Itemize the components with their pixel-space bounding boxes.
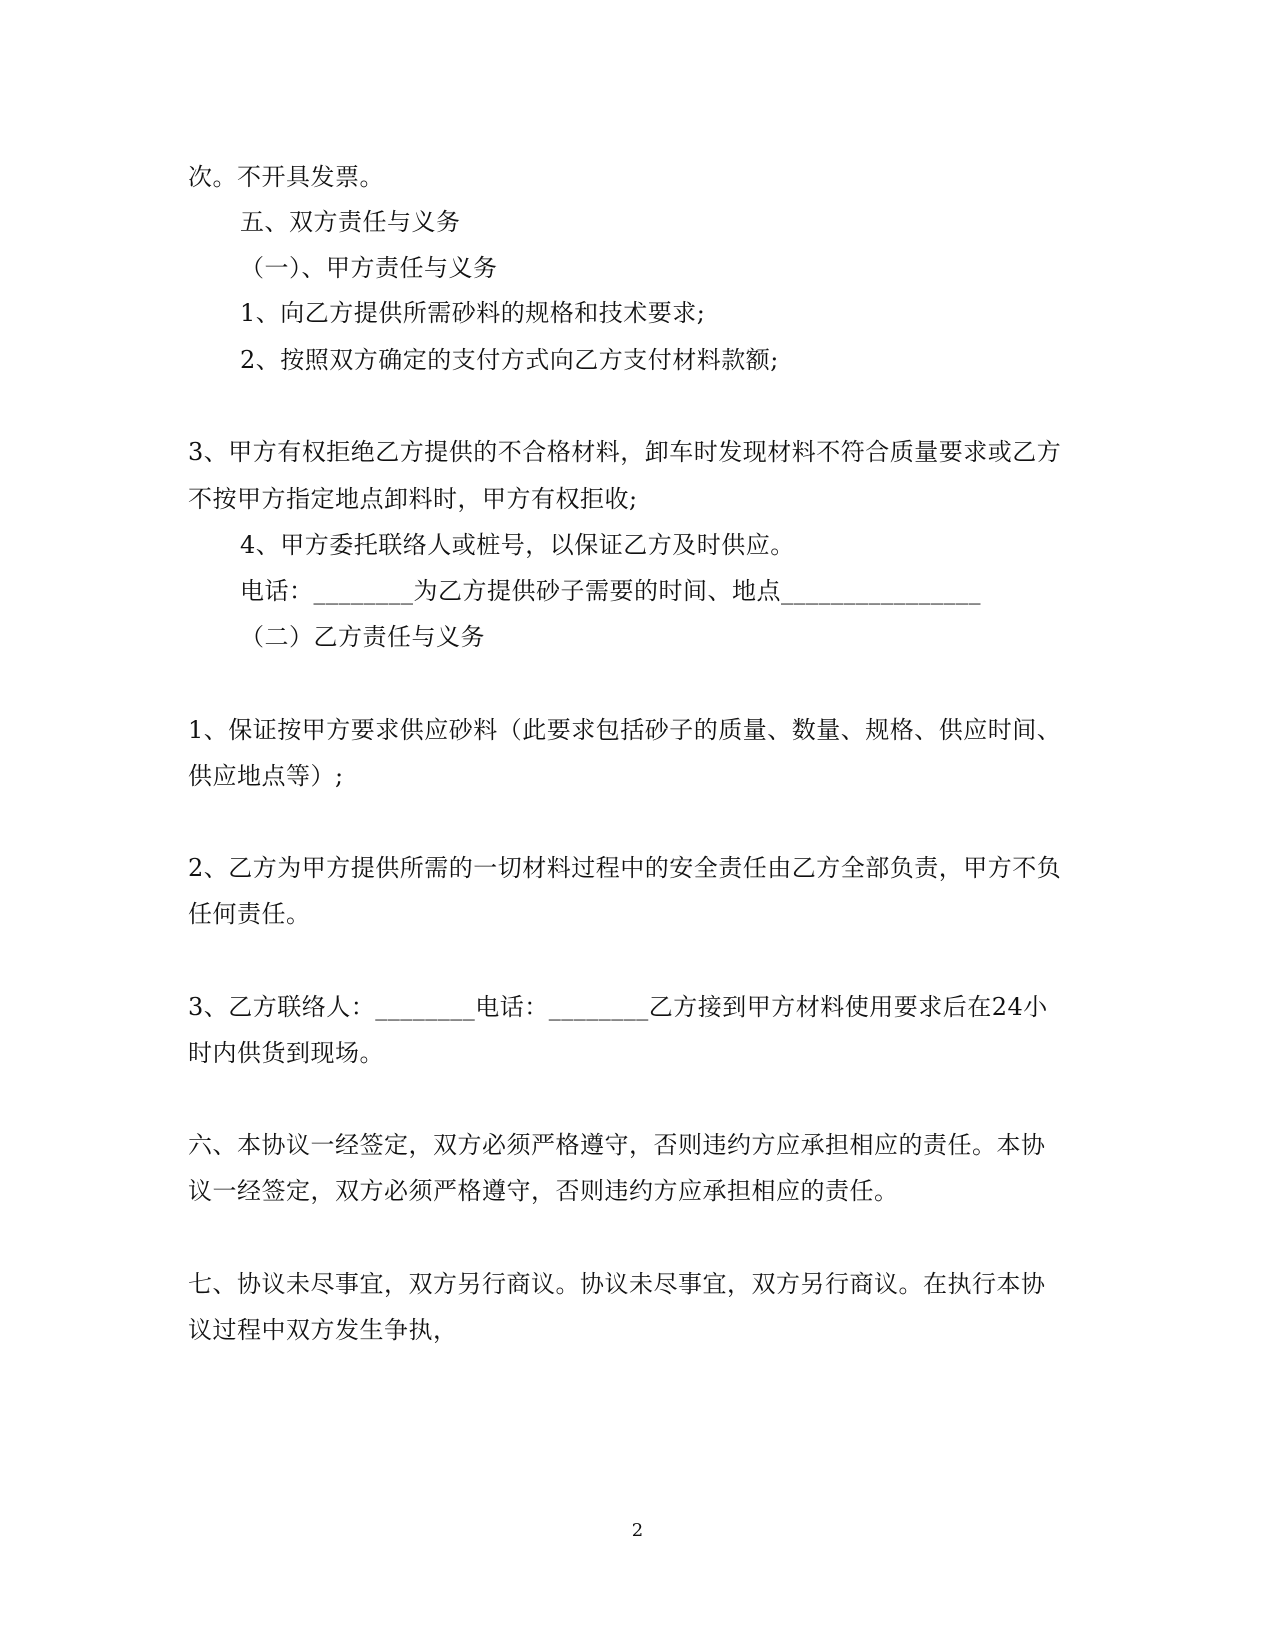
text-line: 1、向乙方提供所需砂料的规格和技术要求; — [240, 299, 706, 327]
text-line: 不按甲方指定地点卸料时，甲方有权拒收; — [188, 485, 638, 513]
text-line: 时内供货到现场。 — [188, 1039, 384, 1067]
text-line: 议一经签定，双方必须严格遵守，否则违约方应承担相应的责任。 — [188, 1177, 899, 1205]
text-line: 议过程中双方发生争执， — [188, 1316, 458, 1344]
subsection-heading: （二）乙方责任与义务 — [240, 623, 485, 651]
text-line: 次。不开具发票。 — [188, 163, 384, 191]
subsection-heading: （一）、甲方责任与义务 — [240, 254, 498, 282]
section-heading: 五、双方责任与义务 — [240, 208, 461, 236]
text-line: 3、甲方有权拒绝乙方提供的不合格材料，卸车时发现材料不符合质量要求或乙方 — [188, 438, 1062, 466]
text-line: 电话：________为乙方提供砂子需要的时间、地点________________ — [240, 577, 981, 605]
page-number: 2 — [631, 1520, 644, 1541]
text-line: 供应地点等）; — [188, 762, 344, 790]
text-line: 1、保证按甲方要求供应砂料（此要求包括砂子的质量、数量、规格、供应时间、 — [188, 716, 1062, 744]
text-line: 3、乙方联络人：________电话：________乙方接到甲方材料使用要求后在24小 — [188, 993, 1048, 1021]
text-line: 任何责任。 — [188, 900, 311, 928]
text-line: 六、本协议一经签定，双方必须严格遵守，否则违约方应承担相应的责任。本协 — [188, 1131, 1046, 1159]
text-line: 2、乙方为甲方提供所需的一切材料过程中的安全责任由乙方全部负责，甲方不负 — [188, 854, 1062, 882]
text-line: 2、按照双方确定的支付方式向乙方支付材料款额; — [240, 346, 779, 374]
text-line: 4、甲方委托联络人或桩号，以保证乙方及时供应。 — [240, 531, 795, 559]
text-line: 七、协议未尽事宜，双方另行商议。协议未尽事宜，双方另行商议。在执行本协 — [188, 1270, 1046, 1298]
